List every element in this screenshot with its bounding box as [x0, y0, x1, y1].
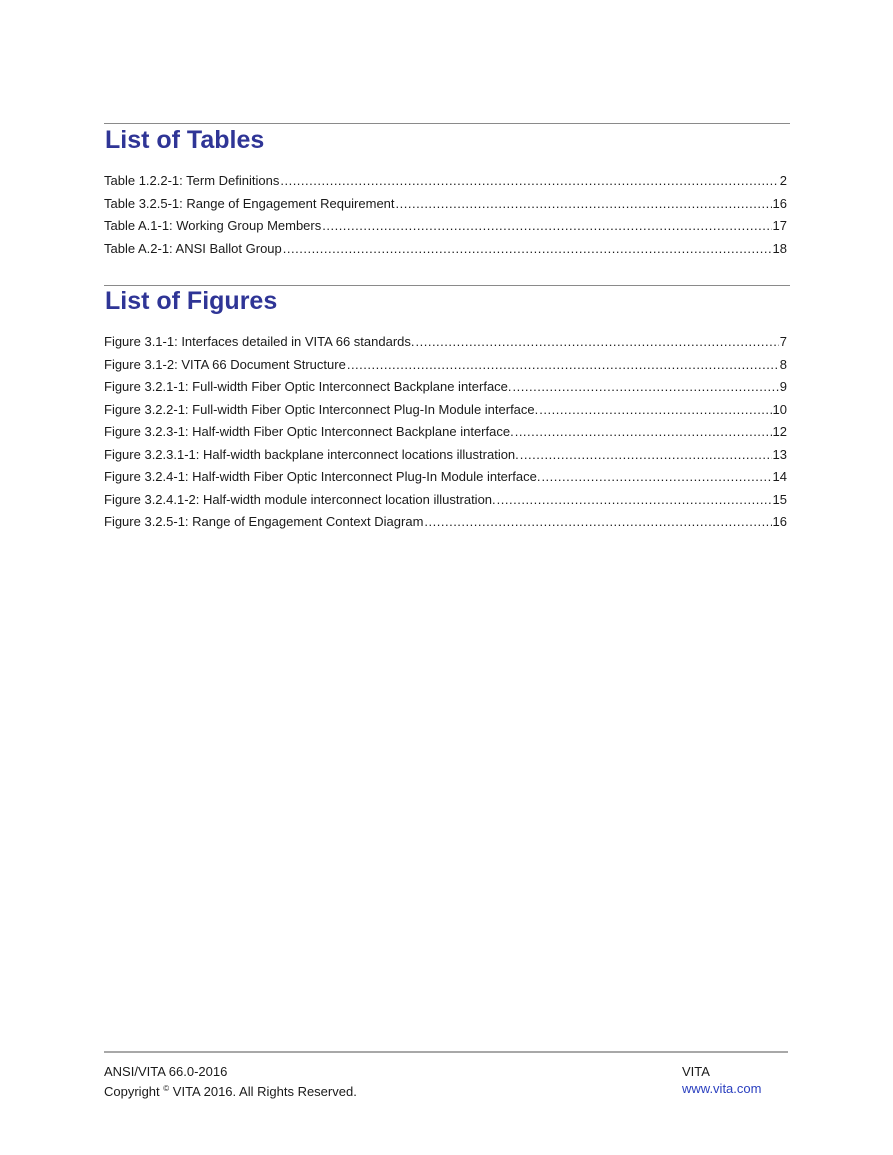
- copyright-symbol: ©: [163, 1084, 170, 1093]
- toc-entry-table[interactable]: [104, 215, 787, 238]
- toc-entry-text: Figure 3.2.4-1: Half-width Fiber Optic Interconnect Plug-In Module interface.: [104, 469, 541, 484]
- toc-entry-figure[interactable]: [104, 511, 787, 534]
- toc-entry-text: Table 3.2.5-1: Range of Engagement Requirement: [104, 195, 395, 211]
- footer-right: [682, 1063, 761, 1097]
- dot-leader: [322, 215, 771, 238]
- toc-entry-text: Figure 3.2.3.1-1: Half-width backplane interconnect locations illustration.: [104, 446, 519, 462]
- toc-entry-text: Figure 3.1-2: VITA 66 Document Structure: [104, 356, 346, 372]
- toc-entry-text: Figure 3.2.5-1: Range of Engagement Context Diagram: [104, 514, 424, 529]
- toc-page-number: 15: [772, 491, 787, 507]
- list-of-tables-title: List of Tables: [105, 126, 265, 154]
- toc-entry-text: Figure 3.2.2-1: Full-width Fiber Optic Interconnect Plug-In Module interface.: [104, 401, 539, 417]
- dot-leader: [416, 331, 779, 354]
- toc-entry-text: Figure 3.2.1-1: Full-width Fiber Optic Interconnect Backplane interface.: [104, 379, 512, 394]
- toc-entry-figure[interactable]: [104, 354, 787, 377]
- section-divider: [104, 123, 790, 124]
- toc-page-number: 12: [772, 424, 787, 439]
- toc-page-number: 16: [772, 514, 787, 529]
- toc-entry-table[interactable]: [104, 193, 787, 216]
- tables-toc-list: [104, 170, 787, 260]
- toc-page-number: 13: [772, 446, 787, 462]
- footer-org: VITA: [682, 1064, 710, 1079]
- toc-entry-table[interactable]: [104, 238, 787, 261]
- toc-page-number: 8: [779, 356, 787, 372]
- dot-leader: [347, 354, 779, 377]
- dot-leader: [497, 489, 772, 512]
- list-of-figures-title: List of Figures: [105, 287, 278, 315]
- toc-page-number: 10: [772, 401, 787, 417]
- toc-entry-figure[interactable]: [104, 444, 787, 467]
- toc-page-number: 18: [772, 240, 787, 256]
- toc-page-number: 14: [772, 469, 787, 484]
- copyright-prefix: Copyright: [104, 1084, 160, 1099]
- toc-entry-text: Figure 3.1-1: Interfaces detailed in VITA 66 standards.: [104, 334, 415, 349]
- dot-leader: [424, 511, 771, 534]
- footer-copyright: [104, 1080, 357, 1100]
- toc-entry-table[interactable]: [104, 170, 787, 193]
- toc-entry-figure[interactable]: [104, 376, 787, 399]
- toc-entry-text: Figure 3.2.3-1: Half-width Fiber Optic Interconnect Backplane interface.: [104, 424, 514, 439]
- toc-entry-text: Figure 3.2.4.1-2: Half-width module interconnect location illustration.: [104, 491, 496, 507]
- toc-entry-figure[interactable]: [104, 331, 787, 354]
- dot-leader: [283, 238, 772, 261]
- toc-page-number: 2: [779, 173, 787, 188]
- website-link[interactable]: www.vita.com: [682, 1081, 762, 1096]
- dot-leader: [396, 193, 772, 216]
- toc-entry-figure[interactable]: [104, 399, 787, 422]
- toc-entry-figure[interactable]: [104, 489, 787, 512]
- toc-entry-figure[interactable]: [104, 466, 787, 489]
- dot-leader: [541, 466, 771, 489]
- toc-page-number: 17: [772, 218, 787, 233]
- toc-entry-text: Table A.2-1: ANSI Ballot Group: [104, 240, 282, 256]
- footer-standard-id: ANSI/VITA 66.0-2016: [104, 1064, 228, 1079]
- section-divider: [104, 285, 790, 286]
- dot-leader: [513, 376, 779, 399]
- dot-leader: [280, 170, 778, 193]
- toc-page-number: 16: [772, 195, 787, 211]
- copyright-suffix: VITA 2016. All Rights Reserved.: [172, 1084, 357, 1099]
- dot-leader: [520, 444, 772, 467]
- toc-entry-text: Table A.1-1: Working Group Members: [104, 218, 322, 233]
- footer-divider: [104, 1051, 788, 1053]
- dot-leader: [515, 421, 772, 444]
- footer-left: [104, 1063, 357, 1100]
- toc-page-number: 7: [779, 334, 787, 349]
- toc-entry-figure[interactable]: [104, 421, 787, 444]
- toc-page-number: 9: [779, 379, 787, 394]
- dot-leader: [539, 399, 771, 422]
- figures-toc-list: [104, 331, 787, 534]
- toc-entry-text: Table 1.2.2-1: Term Definitions: [104, 173, 280, 188]
